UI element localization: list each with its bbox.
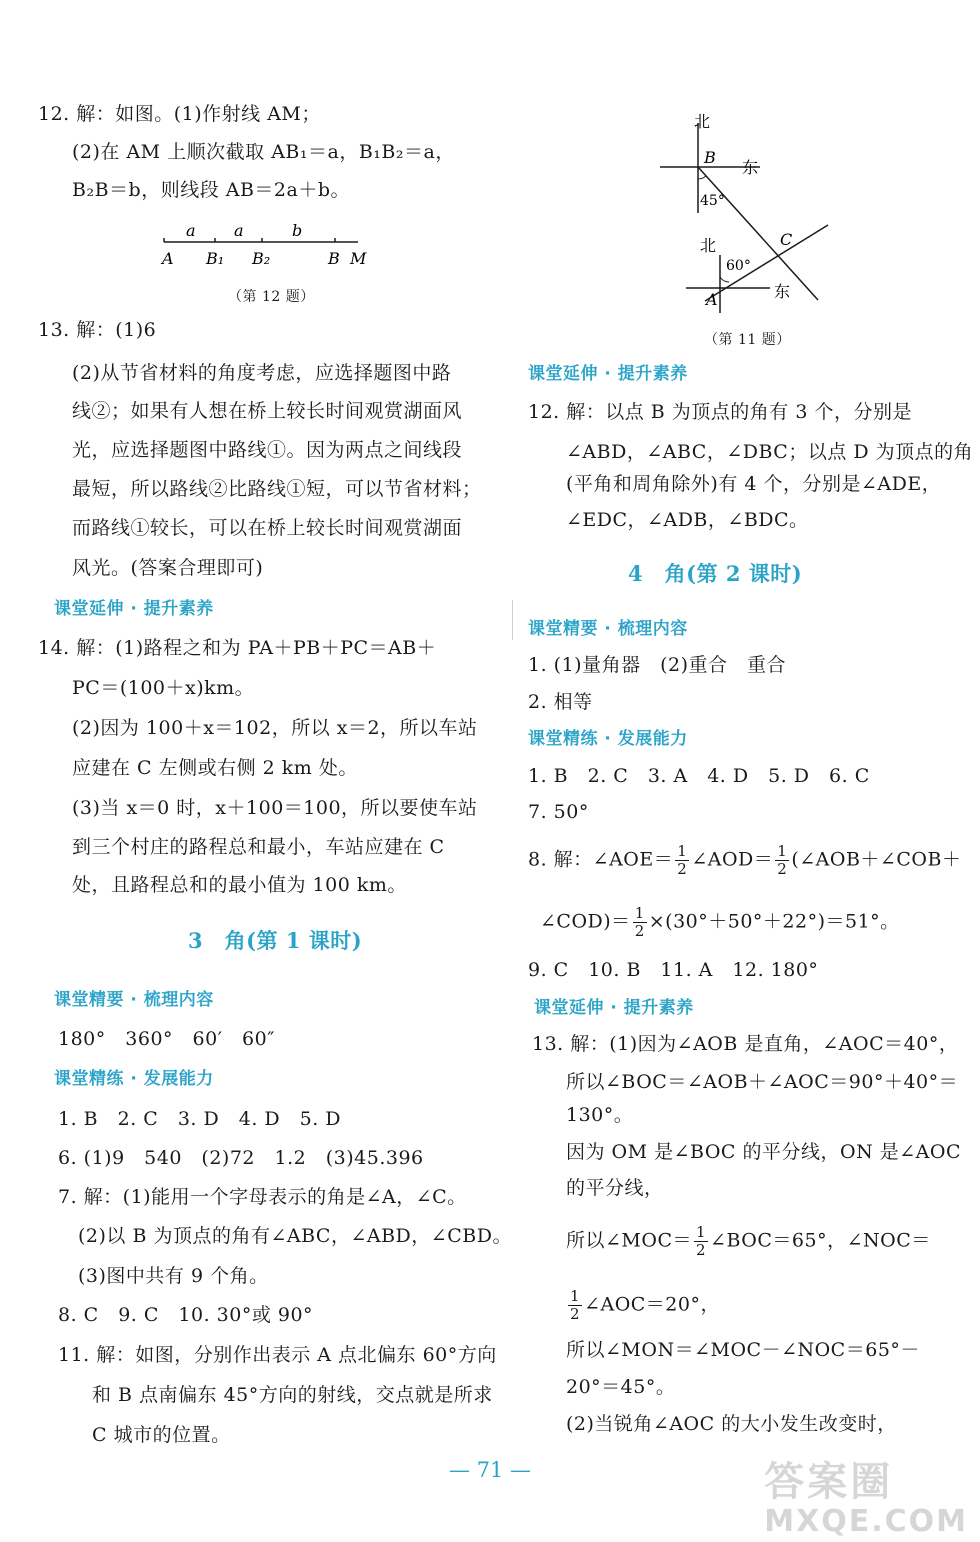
- q13r-line1: 13. 解：(1)因为∠AOB 是直角，∠AOC＝40°，: [532, 1033, 959, 1055]
- east-label-2: 东: [774, 282, 791, 301]
- q12-line1: 12. 解：如图。(1)作射线 AM；: [38, 103, 321, 125]
- q13r-line4: 因为 OM 是∠BOC 的平分线，ON 是∠AOC: [566, 1141, 961, 1163]
- north-label-1: 北: [694, 112, 711, 131]
- q13-line2: (2)从节省材料的角度考虑，应选择题图中路: [72, 362, 452, 384]
- point-c-label: C: [780, 230, 793, 249]
- angle-60-label: 60°: [726, 258, 751, 274]
- north-label-2: 北: [700, 236, 717, 255]
- q13r-line3: 130°。: [566, 1104, 634, 1126]
- q13r-line9: 20°＝45°。: [566, 1376, 676, 1398]
- q13r-line8: 所以∠MON＝∠MOC－∠NOC＝65°－: [566, 1339, 920, 1361]
- q13r-line7: [566, 1288, 720, 1323]
- answer-6: 6. (1)9 540 (2)72 1.2 (3)45.396: [58, 1147, 424, 1169]
- q8-line1-part-a: 8. 解：∠AOE＝: [528, 848, 674, 871]
- watermark-url: MXQE.COM: [764, 1504, 968, 1539]
- heading-extension-1: 课堂延伸 · 提升素养: [54, 599, 214, 619]
- angle-45-label: 45°: [700, 193, 725, 209]
- page-number: — 71 —: [448, 1458, 532, 1482]
- q8-line2: [540, 905, 900, 940]
- q13-line3: 线②；如果有人想在桥上较长时间观赏湖面风: [72, 400, 463, 422]
- q14-line6: 到三个村庄的路程总和最小，车站应建在 C: [72, 836, 445, 858]
- figure-11: [650, 105, 850, 335]
- q13-line5: 最短，所以路线②比路线①短，可以节省材料；: [72, 478, 482, 500]
- q13r-line6: [566, 1224, 931, 1259]
- q13r-line2: 所以∠BOC＝∠AOB＋∠AOC＝90°＋40°＝: [566, 1071, 959, 1093]
- point-b2: B₂: [252, 249, 271, 268]
- fraction-half-5: $\frac{1}{2}$: [570, 1287, 581, 1323]
- seg-a1: a: [186, 221, 196, 240]
- answer-1-protractor: 1. (1)量角器 (2)重合 重合: [528, 654, 786, 676]
- q8-line1: [528, 843, 961, 878]
- q11-line3: C 城市的位置。: [92, 1424, 231, 1446]
- heading-extension-2: 课堂延伸 · 提升素养: [528, 364, 688, 384]
- watermark-text: 答案圈: [764, 1459, 894, 1505]
- q13r-line6-part-a: 所以∠MOC＝: [566, 1229, 692, 1252]
- q8-line1-part-b: ∠AOD＝: [691, 848, 774, 871]
- q14-line3: (2)因为 100＋x＝102，所以 x＝2，所以车站: [72, 717, 478, 739]
- fraction-half-4: $\frac{1}{2}$: [696, 1223, 707, 1259]
- seg-b: b: [292, 221, 303, 240]
- q14-line4: 应建在 C 左侧或右侧 2 km 处。: [72, 757, 358, 779]
- q13r-line6-part-b: ∠BOC＝65°，∠NOC＝: [710, 1229, 931, 1252]
- east-label-1: 东: [742, 158, 759, 177]
- q12r-line3: (平角和周角除外)有 4 个，分别是∠ADE，: [566, 473, 942, 495]
- q13-line1: 13. 解：(1)6: [38, 319, 157, 341]
- q7-line2: (2)以 B 为顶点的角有∠ABC，∠ABD，∠CBD。: [78, 1225, 512, 1247]
- q8-line1-part-c: (∠AOB＋∠COB＋: [791, 848, 962, 871]
- q7-line1: 7. 解：(1)能用一个字母表示的角是∠A，∠C。: [58, 1186, 467, 1208]
- answers-1-5: 1. B 2. C 3. D 4. D 5. D: [58, 1108, 342, 1130]
- q13-line7: 风光。(答案合理即可): [72, 557, 264, 579]
- answers-8-10: 8. C 9. C 10. 30°或 90°: [58, 1304, 314, 1326]
- seg-a2: a: [234, 221, 244, 240]
- heading-key-points-2: 课堂精要 · 梳理内容: [528, 619, 688, 639]
- q11-line1: 11. 解：如图，分别作出表示 A 点北偏东 60°方向: [58, 1344, 497, 1366]
- units-line: 180° 360° 60′ 60″: [58, 1028, 275, 1050]
- q13r-line10: (2)当锐角∠AOC 的大小发生改变时，: [566, 1413, 897, 1435]
- watermark-logo: [764, 1459, 968, 1542]
- section-title-4: 4 角(第 2 课时): [628, 561, 803, 586]
- q12-line2: (2)在 AM 上顺次截取 AB₁＝a，B₁B₂＝a，: [72, 141, 455, 163]
- heading-practice-2: 课堂精练 · 发展能力: [528, 729, 688, 749]
- q12r-line1: 12. 解：以点 B 为顶点的角有 3 个，分别是: [528, 401, 912, 423]
- point-b: B: [328, 249, 340, 268]
- fraction-half-2: $\frac{1}{2}$: [777, 842, 788, 878]
- q14-line2: PC＝(100＋x)km。: [72, 677, 255, 699]
- figure-12-caption: （第 12 题）: [228, 289, 315, 305]
- answer-2-equal: 2. 相等: [528, 691, 593, 713]
- figure-11-caption: （第 11 题）: [704, 332, 791, 348]
- figure-12: [150, 216, 390, 271]
- section-title-3: 3 角(第 1 课时): [188, 928, 363, 953]
- q11-line2: 和 B 点南偏东 45°方向的射线，交点就是所求: [92, 1384, 493, 1406]
- fraction-half-1: $\frac{1}{2}$: [677, 842, 688, 878]
- answer-7-right: 7. 50°: [528, 801, 589, 823]
- heading-extension-3: 课堂延伸 · 提升素养: [534, 998, 694, 1018]
- q12r-line2: ∠ABD，∠ABC，∠DBC；以点 D 为顶点的角: [566, 441, 974, 463]
- q14-line1: 14. 解：(1)路程之和为 PA＋PB＋PC＝AB＋: [38, 637, 437, 659]
- q12r-line4: ∠EDC，∠ADB，∠BDC。: [566, 509, 809, 531]
- column-divider: [512, 600, 513, 640]
- q8-line2-part-b: ×(30°＋50°＋22°)＝51°。: [648, 910, 900, 933]
- fraction-half-3: $\frac{1}{2}$: [634, 904, 645, 940]
- point-m: M: [350, 249, 367, 268]
- point-b-label: B: [704, 148, 716, 167]
- heading-key-points-1: 课堂精要 · 梳理内容: [54, 990, 214, 1010]
- q7-line3: (3)图中共有 9 个角。: [78, 1265, 269, 1287]
- answers-9-12: 9. C 10. B 11. A 12. 180°: [528, 959, 819, 981]
- q13r-line5: 的平分线，: [566, 1177, 664, 1199]
- q14-line7: 处，且路程总和的最小值为 100 km。: [72, 874, 407, 896]
- q8-line2-part-a: ∠COD)＝: [540, 910, 631, 933]
- q13-line4: 光，应选择题图中路线①。因为两点之间线段: [72, 439, 463, 461]
- q14-line5: (3)当 x＝0 时，x＋100＝100，所以要使车站: [72, 797, 478, 819]
- point-a-label: A: [706, 290, 718, 309]
- q13r-line7-part-b: ∠AOC＝20°，: [584, 1293, 720, 1316]
- point-b1: B₁: [206, 249, 225, 268]
- point-a: A: [162, 249, 174, 268]
- q12-line3: B₂B＝b，则线段 AB＝2a＋b。: [72, 179, 351, 201]
- heading-practice-1: 课堂精练 · 发展能力: [54, 1069, 214, 1089]
- answers-1-6-right: 1. B 2. C 3. A 4. D 5. D 6. C: [528, 765, 870, 787]
- q13-line6: 而路线①较长，可以在桥上较长时间观赏湖面: [72, 517, 463, 539]
